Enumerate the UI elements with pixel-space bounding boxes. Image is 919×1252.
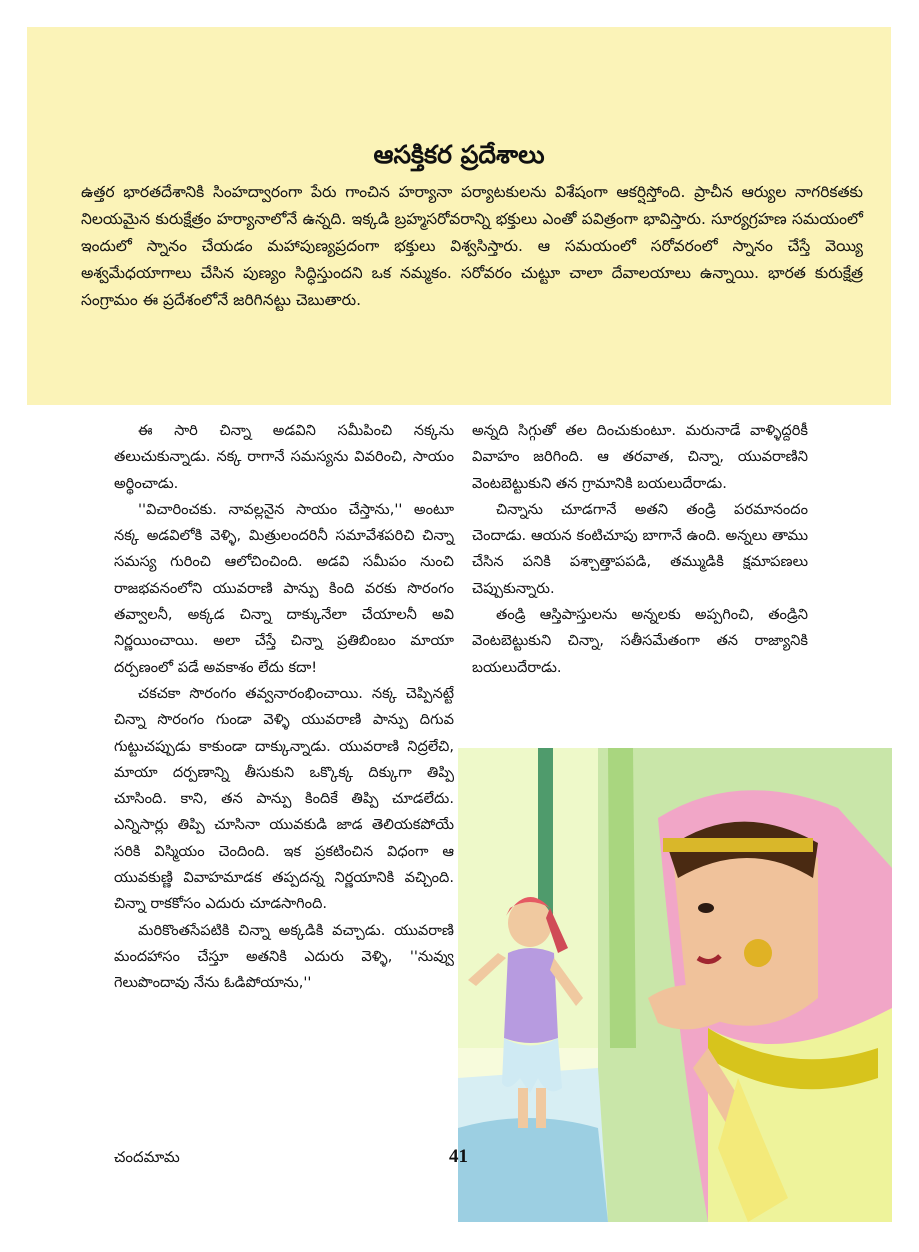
paragraph: చకచకా సొరంగం తవ్వనారంభించాయి. నక్క చెప్పినట్టే చిన్నా సొరంగం గుండా వెళ్ళి యువరాణి పాన్పు దిగువ గుట్టుచప్పుడు కాకుండా దాక్కున్నాడు. యువరాణి నిద్రలేచి, మాయా దర్పణాన్ని తీసుకుని ఒక్కొక్క దిక్కుగా తిప్పి చూసింది. కాని, తన పాన్పు కిందికే తిప్పి చూడలేదు. ఎన్నిసార్లు తిప్పి చూసినా యువకుడి జాడ తెలియకపోయే సరికి విస్మియం చెందింది. ఇక ప్రకటించిన విధంగా ఆ యువకుణ్ణి వివాహమాడక తప్పదన్న నిర్ణయానికి వచ్చింది. చిన్నా రాకకోసం ఎదురు చూడసాగింది. bbox=[114, 684, 454, 913]
magazine-name: చందమామ bbox=[114, 1148, 180, 1166]
info-box-title: ఆసక్తికర ప్రదేశాలు bbox=[373, 140, 545, 169]
info-box-body: ఉత్తర భారతదేశానికి సింహద్వారంగా పేరు గాంచిన హర్యానా పర్యాటకులను విశేషంగా ఆకర్షిస్తోంది. ప్రాచీన ఆర్యుల నాగరికతకు నిలయమైన కురుక్షేత్రం హర్యానాలోనే ఉన్నది. ఇక్కడి బ్రహ్మసరోవరాన్ని భక్తులు ఎంతో పవిత్రంగా భావిస్తారు. సూర్యగ్రహణ సమయంలో ఇందులో స్నానం చేయడం మహాపుణ్యప్రదంగా భక్తులు విశ్వసిస్తారు. ఆ సమయంలో సరోవరంలో స్నానం చేస్తే వెయ్యి అశ్వమేధయాగాలు చేసిన పుణ్యం సిద్ధిస్తుందని ఒక నమ్మకం. సరోవరం చుట్టూ చాలా దేవాలయాలు ఉన్నాయి. భారత కురుక్షేత్ర సంగ్రామం ఈ ప్రదేశంలోనే జరిగినట్టు చెబుతారు. bbox=[81, 183, 863, 309]
paragraph: అన్నది సిగ్గుతో తల దించుకుంటూ. మరునాడే వాళ్ళిద్దరికీ వివాహం జరిగింది. ఆ తరవాత, చిన్నా, యువరాణిని వెంటబెట్టుకుని తన గ్రామానికి బయలుదేరాడు. bbox=[472, 422, 808, 492]
paragraph: ''విచారించకు. నావల్లనైన సాయం చేస్తాను,'' అంటూ నక్క అడవిలోకి వెళ్ళి, మిత్రులందరినీ సమావేశపరిచి చిన్నా సమస్య గురించి ఆలోచించింది. అడవి సమీపం నుంచి రాజభవనంలోని యువరాణి పాన్పు కింది వరకు సొరంగం తవ్వాలనీ, అక్కడ చిన్నా దాక్కునేలా చేయాలనీ అవి నిర్ణయించాయి. అలా చేస్తే చిన్నా ప్రతిబింబం మాయా దర్పణంలో పడే అవకాశం లేదు కదా! bbox=[114, 500, 454, 676]
story-column-right bbox=[472, 418, 808, 738]
story-illustration bbox=[458, 748, 892, 1222]
paragraph: ఈ సారి చిన్నా అడవిని సమీపించి నక్కను తలుచుకున్నాడు. నక్క రాగానే సమస్యను వివరించి, సాయం అర్థించాడు. bbox=[114, 422, 454, 492]
paragraph: చిన్నాను చూడగానే అతని తండ్రి పరమానందం చెందాడు. ఆయన కంటిచూపు బాగానే ఉంది. అన్నలు తాము చేసిన పనికి పశ్చాత్తాపపడి, తమ్ముడికి క్షమాపణలు చెప్పుకున్నారు. bbox=[472, 500, 808, 597]
paragraph: మరికొంతసేపటికి చిన్నా అక్కడికి వచ్చాడు. యువరాణి మందహాసం చేస్తూ అతనికి ఎదురు వెళ్ళి, ''నువ్వు గెలుపొందావు నేను ఓడిపోయాను,'' bbox=[114, 921, 454, 992]
story-column-left bbox=[114, 418, 454, 1108]
paragraph: తండ్రి ఆస్తిపాస్తులను అన్నలకు అప్పగించి, తండ్రిని వెంటబెట్టుకుని చిన్నా, సతీసమేతంగా తన రాజ్యానికి బయలుదేరాడు. bbox=[472, 606, 808, 676]
page-number: 41 bbox=[449, 1146, 468, 1167]
info-box bbox=[27, 27, 891, 405]
